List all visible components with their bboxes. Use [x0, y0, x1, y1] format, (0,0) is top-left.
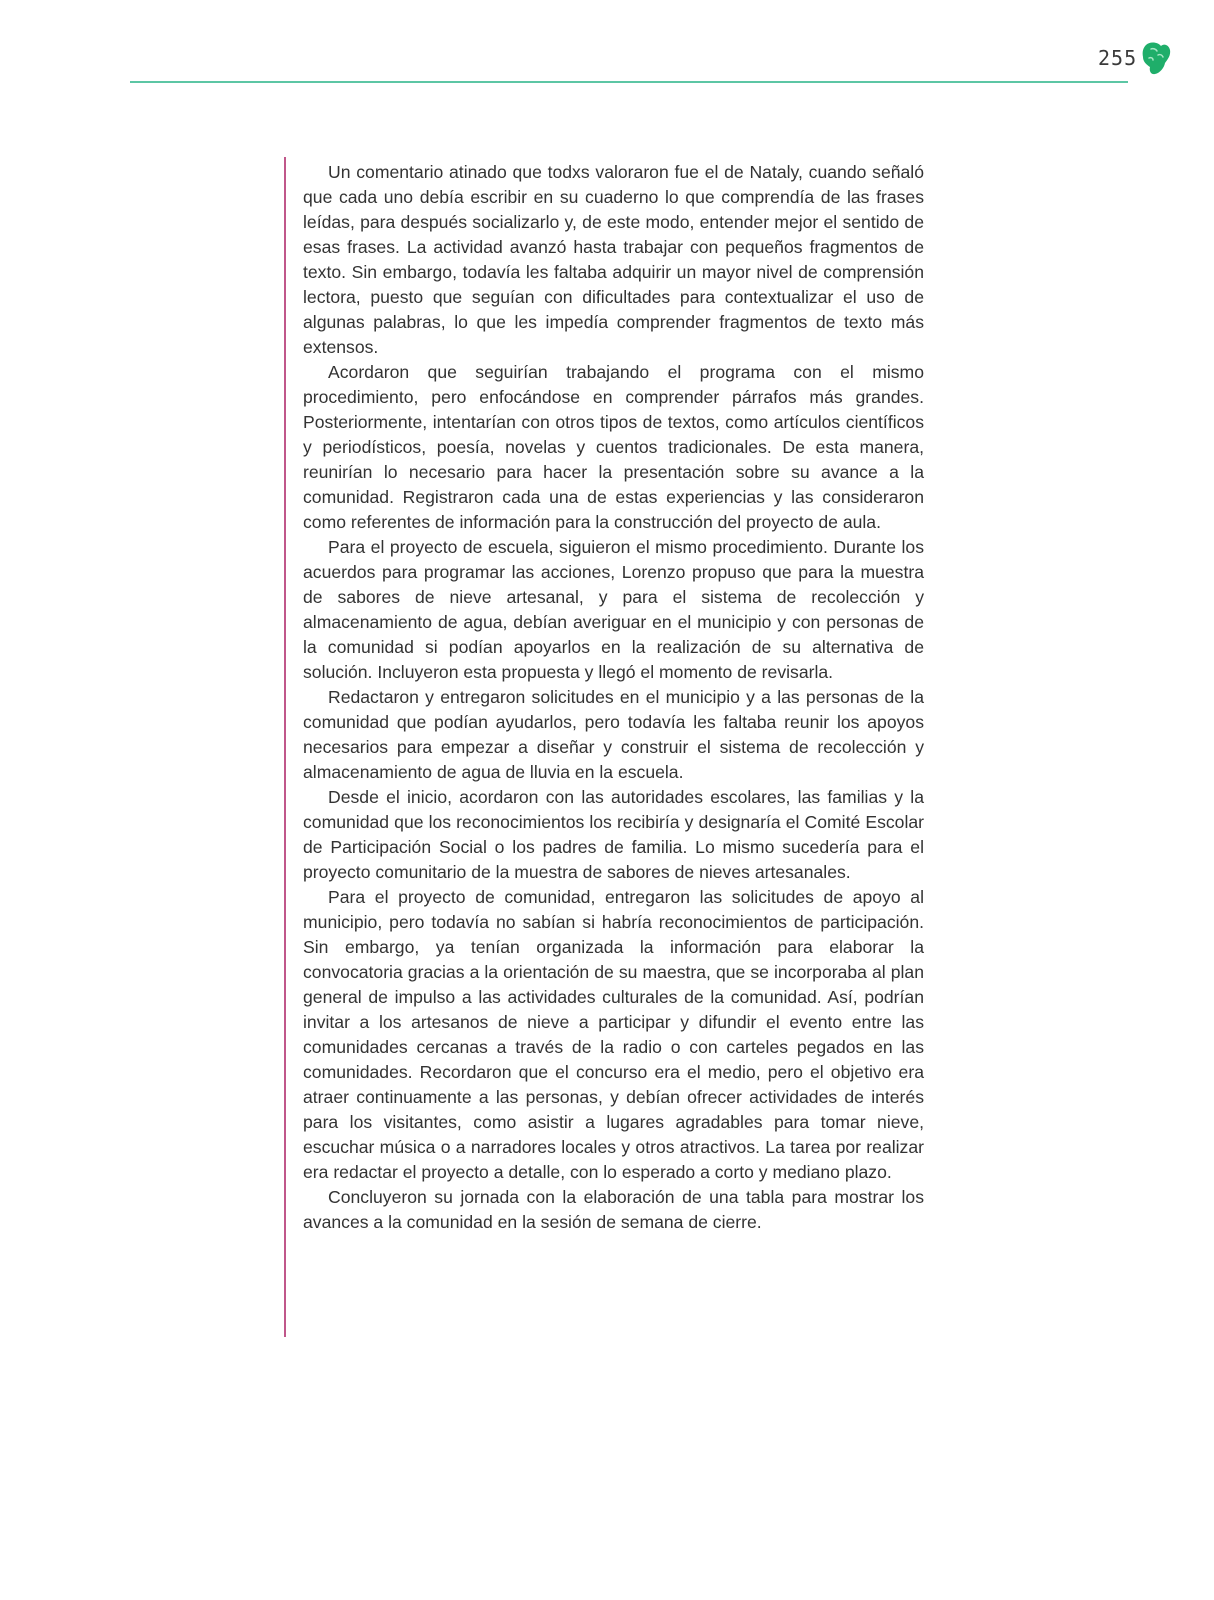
- paragraph-1: Un comentario atinado que todxs valoraron fue el de Nataly, cuando señaló que cada uno debía escribir en su cuaderno lo que comprendía de las frases leídas, para después socializarlo y, de este modo, entender mejor el sentido de esas frases. La actividad avanzó hasta trabajar con pequeños fragmentos de texto. Sin embargo, todavía les faltaba adquirir un mayor nivel de comprensión lectora, puesto que seguían con dificultades para contextualizar el uso de algunas palabras, lo que les impedía comprender fragmentos de texto más extensos.: [303, 162, 924, 357]
- green-figure-icon: [1140, 40, 1172, 76]
- paragraph-7: Concluyeron su jornada con la elaboración de una tabla para mostrar los avances a la comunidad en la sesión de semana de cierre.: [303, 1187, 924, 1232]
- body-text: [303, 160, 924, 1235]
- paragraph-6: Para el proyecto de comunidad, entregaron las solicitudes de apoyo al municipio, pero todavía no sabían si habría reconocimientos de participación. Sin embargo, ya tenían organizada la información para elaborar la convocatoria gracias a la orientación de su maestra, que se incorporaba al plan general de impulso a las actividades culturales de la comunidad. Así, podrían invitar a los artesanos de nieve a participar y difundir el evento entre las comunidades cercanas a través de la radio o con carteles pegados en las comunidades. Recordaron que el concurso era el medio, pero el objetivo era atraer continuamente a las personas, y debían ofrecer actividades de interés para los visitantes, como asistir a lugares agradables para tomar nieve, escuchar música o a narradores locales y otros atractivos. La tarea por realizar era redactar el proyecto a detalle, con lo esperado a corto y mediano plazo.: [303, 887, 924, 1182]
- page-number: 255: [1098, 46, 1138, 70]
- header-rule: [130, 81, 1128, 83]
- margin-rule: [284, 157, 286, 1337]
- paragraph-3: Para el proyecto de escuela, siguieron el mismo procedimiento. Durante los acuerdos para programar las acciones, Lorenzo propuso que para la muestra de sabores de nieve artesanal, y para el sistema de recolección y almacenamiento de agua, debían averiguar en el municipio y con personas de la comunidad si podían apoyarlos en la realización de su alternativa de solución. Incluyeron esta propuesta y llegó el momento de revisarla.: [303, 537, 924, 682]
- paragraph-5: Desde el inicio, acordaron con las autoridades escolares, las familias y la comunidad que los reconocimientos los recibiría y designaría el Comité Escolar de Participación Social o los padres de familia. Lo mismo sucedería para el proyecto comunitario de la muestra de sabores de nieves artesanales.: [303, 787, 924, 882]
- paragraph-2: Acordaron que seguirían trabajando el programa con el mismo procedimiento, pero enfocándose en comprender párrafos más grandes. Posteriormente, intentarían con otros tipos de textos, como artículos científicos y periodísticos, poesía, novelas y cuentos tradicionales. De esta manera, reunirían lo necesario para hacer la presentación sobre su avance a la comunidad. Registraron cada una de estas experiencias y las consideraron como referentes de información para la construcción del proyecto de aula.: [303, 362, 924, 532]
- paragraph-4: Redactaron y entregaron solicitudes en el municipio y a las personas de la comunidad que podían ayudarlos, pero todavía les faltaba reunir los apoyos necesarios para empezar a diseñar y construir el sistema de recolección y almacenamiento de agua de lluvia en la escuela.: [303, 687, 924, 782]
